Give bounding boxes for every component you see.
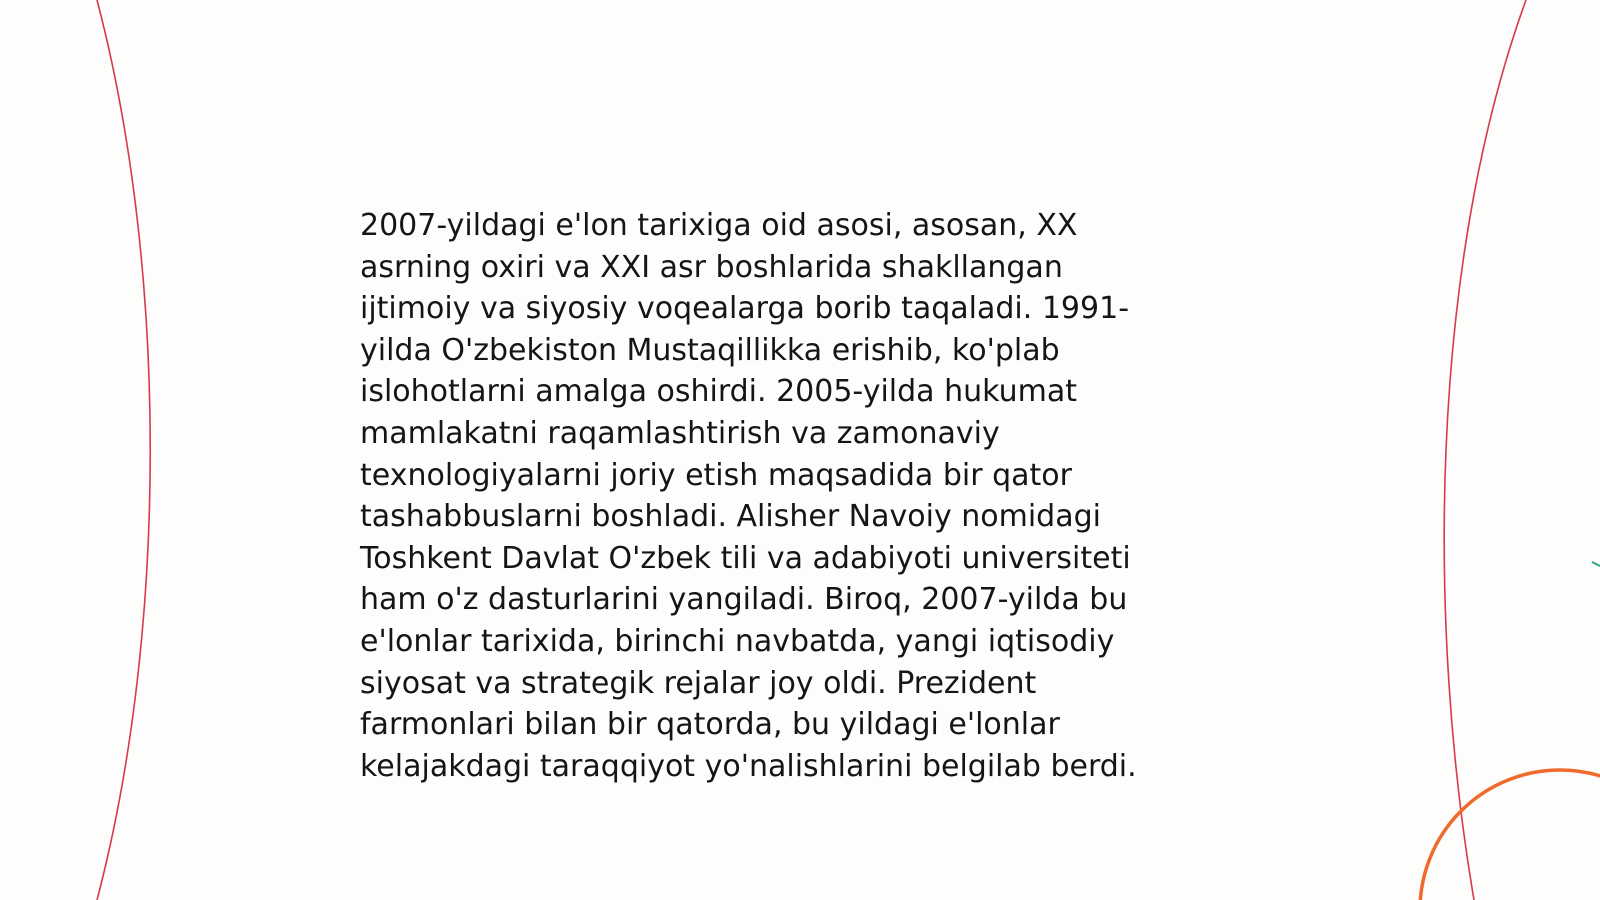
orange-accent-arc: [1420, 770, 1600, 900]
right-border-curve: [1444, 0, 1526, 900]
slide-body-text: 2007-yildagi e'lon tarixiga oid asosi, asosan, XX asrning oxiri va XXI asr boshlarida shakllangan ijtimoiy va siyosiy voqealarga borib taqaladi. 1991- yilda O'zbekiston Mustaqillikka erishib, ko'plab islohotlarni amalga oshirdi. 2005-yilda hukumat mamlakatni raqamlashtirish va zamonaviy texnologiyalarni joriy etish maqsadida bir qator tashabbuslarni boshladi. Alisher Navoiy nomidagi Toshkent Davlat O'zbek tili va adabiyoti universiteti ham o'z dasturlarini yangiladi. Biroq, 2007-yilda bu e'lonlar tarixida, birinchi navbatda, yangi iqtisodiy siyosat va strategik rejalar joy oldi. Prezident farmonlari bilan bir qatorda, bu yildagi e'lonlar kelajakdagi taraqqiyot yo'nalishlarini belgilab berdi.: [360, 208, 1137, 784]
left-border-curve: [97, 0, 150, 900]
green-accent-mark: [1592, 562, 1600, 566]
